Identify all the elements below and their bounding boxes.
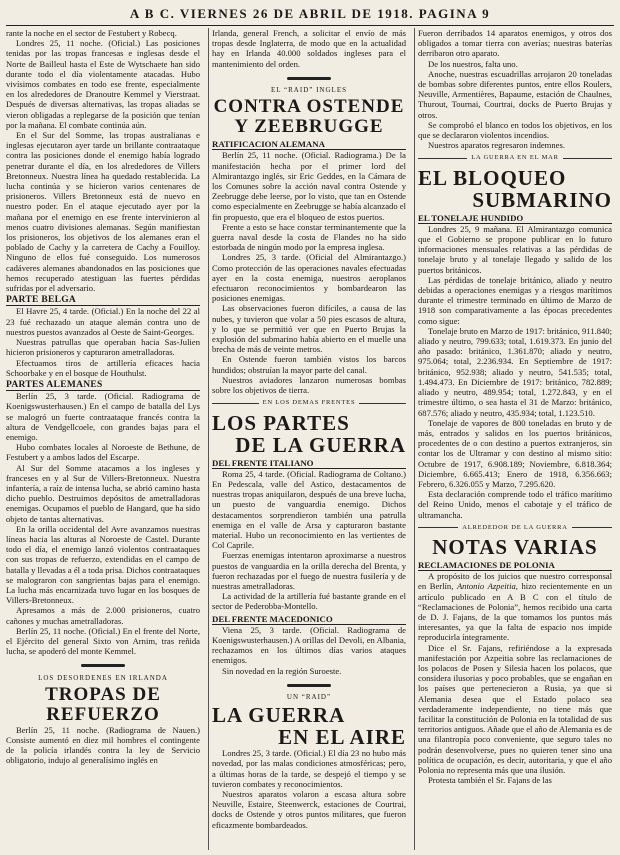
paragraph: Hubo combates locales al Noroeste de Bethune, de Festubert y a ambos lados del Escarpe. (6, 442, 200, 463)
paragraph: Esta declaración comprende todo el tráfico marítimo del Reino Unido, menos el cabotaje y el tráfico de ultramancha. (418, 489, 612, 520)
headline: TROPAS DE REFUERZO (45, 683, 161, 725)
paragraph: Irlanda, general French, a solicitar el envío de más tropas desde Inglaterra, de modo que en la actualidad hay en Irlanda 40.000 soldados ingleses para el mantenimiento del orden. (212, 28, 406, 69)
paragraph: En la orilla occidental del Avre avanzamos nuestras líneas hacia las alturas al Noroeste de Castel. Durante todo el día, el enemigo lanzó violentos contraataques con sus tropas de refuerzo, extendidas en el campo de batalla y llevadas a él a toda prisa. Dichos contraataques se malograron con sangrientas bajas para el enemigo. La lucha más encarnizada tuvo lugar en los bosques de Villers-Bretonneux. (6, 523, 200, 606)
paragraph: Dice el Sr. Fajans, refiriéndose a la expresada manifestación por Azpeitia sobre las reclamaciones de los polacos de Posen y Silesia hacen los polacos, que considera ilusorias y poco probables, que se engañan en los países que pertenecieron a Rusia, ya que si Alemania desea que el Estado polaco sea verdaderamente independiente, no tiene más que facilitar la constitución de Polonia en la totalidad de sus territorios antiguos. Añade que el año de Alemania es de una filantropía poco conveniente, que seguro tales no podrán desenvolverse, pues no quieren tener sino una política de ocupación, es decir, autoritaria, y que el año Polonia no representa más que una ilusión. (418, 642, 612, 775)
section-heading: RECLAMACIONES DE POLONIA (418, 560, 612, 571)
paragraph: Berlín 25, 11 noche. (Radiograma de Nauen.) Consiste aumentó en diez mil hombres el contingente de la policía irlandés contra la ley de Servicio obligatorio, indujo al generalísimo inglés en (6, 724, 200, 766)
kicker: UN “RAID” (286, 692, 332, 701)
paragraph: De los nuestros, falta uno. (428, 58, 518, 69)
kicker: LA GUERRA EN EL MAR (418, 153, 612, 163)
paragraph: Londres 25, 3 tarde. (Oficial del Almirantazgo.) Como protección de las operaciones navales efectuadas ayer en la costa enemiga, nuestros aeroplanos efectuaron reconocimientos y bombardearon las posiciones enemigas. (212, 252, 406, 304)
headline: CONTRA OSTENDE (213, 96, 405, 118)
headline: LOS PARTES (212, 410, 350, 435)
text-run: , hizo recientemente en un artículo publicado en A B C con el título de “Reclamaciones de Polonia”, hemos recibido una carta de D. J. Fajans, de la que tomamos los puntos más interesantes, ya que la falta de espacio nos impide reproducirla íntegramente. (418, 581, 612, 643)
ornament (6, 659, 200, 669)
paragraph: Frente a esto se hace constar terminantemente que la guerra naval desde la costa de Flandes no ha sido estorbada de ningún modo por la empresa inglesa. (212, 221, 406, 253)
section-heading: DEL FRENTE ITALIANO (212, 458, 406, 469)
paragraph: Berlín 25, 3 tarde. (Oficial. Radiograma de Koenigswusterhausen.) En el campo de batalla del Lys se malogró un fuerte contraataque francés contra la altura de Vendgellcoele, con grandes bajas para el enemigo. (6, 391, 200, 442)
paragraph: Roma 25, 4 tarde. (Oficial. Radiograma de Coltano.) En Pedescala, valle del Astico, destacamentos de nuestras tropas aniquilaron, después de una breve lucha, un puesto de vanguardia enemigo. Dichos destacamentos sorprendieron también una patrulla enemiga en el valle de Arsa y capturaron bastante material. Hubo un reconocimiento en las vertientes de Col Caprile. (212, 468, 406, 551)
paragraph: Londres 25, 9 mañana. El Almirantazgo comunica que el Gobierno se propone publicar en lo futuro informaciones mensuales relativas a las pérdidas de tonelaje bruto y al tonelaje llegado y salido de los puertos británicos. (418, 223, 612, 275)
column-1 (6, 28, 200, 852)
paragraph (418, 571, 612, 642)
section-heading: DEL FRENTE MACEDONICO (212, 614, 406, 625)
paragraph: En el Sur del Somme, las tropas australianas e inglesas ejecutaron ayer tarde un brillante contraataque contra las posiciones donde el enemigo había logrado penetrar durante el día, en los alrededores de Villers Bretonneux. Nuestra línea ha quedado restablecida. La lucha continúa y se hicieron varios centenares de prisioneros. Villers Bretonneux está de nuevo en nuestro poder. En el ataque ejecutado ayer por la mañana por el enemigo en ese frente intervinieron al menos cuatro divisiones alemanas. Según manifiestan los prisioneros, los objetivos de los alemanes eran el poblado de Cachy y la carretera de Cachy a Fouilloy. Ninguno de ellos fué conseguido. Los numerosos cadáveres alemanes abandonados en las posiciones que hemos recuperado atestiguan las fuertes pérdidas sufridas por el adversario. (6, 130, 200, 294)
paragraph: En Ostende fueron también vistos los barcos hundidos; obstruían la mayor parte del canal. (212, 354, 406, 375)
paragraph: Berlín 25, 11 noche. (Oficial.) En el frente del Norte, el Ejército del general Sixto von Arnim, tras reñida lucha, se apoderó del monte Kemmel. (6, 625, 200, 657)
column-2 (212, 28, 406, 852)
headline: SUBMARINO (472, 187, 612, 212)
headline: LA GUERRA (212, 703, 346, 728)
paragraph: Nuestros aviadores lanzaron numerosas bombas sobre los objetivos de tierra. (212, 374, 406, 396)
paragraph: Londres 25, 11 noche. (Oficial.) Las posiciones tenidas por las tropas francesas e inglesas desde el Norte de Bailleul hasta el Este de Wytschaete han sido durante todo el día violentamente atacadas. Hubo vivísimos combates en todo ese frente, especialmente en los alrededores de Dranoutre Kemmel y Vierstraat. Después de diversas alternativas, las tropas aliadas se vieron obligadas a replegarse de la posición que tenían por la mañana. El combate continúa aún. (6, 38, 200, 130)
paragraph: Las pérdidas de tonelaje británico, aliado y neutro debidas a operaciones enemigas y a riesgos marítimos durante el trimestre terminado en último de Marzo de 1918 son comparativamente a las épocas precedentes como sigue: (418, 274, 612, 326)
paragraph: Berlín 25, 11 noche. (Oficial. Radiograma.) De la manifestación hecha por el primer lord del Almirantazgo inglés, sir Eric Geddes, en la Cámara de los Comunes sobre la acción naval contra Ostende y Zeebrugge debe leerse, por lo visto, que tan en Ostende como especialmente en Zeebrugge se había alcanzado el fin propuesto, que era el bloqueo de estos puertos. (212, 150, 406, 222)
paragraph: Tonelaje bruto en Marzo de 1917: británico, 911.840; aliado y neutro, 799.633; total, 1.619.373. En junio del año pasado: británico, 1.361.870; aliado y neutro, 975.064; total, 2.236.934. En Septiembre de 1917: británico, 952.938; aliado y neutro, 541.535; total, 1.494.473. En Diciembre de 1917: británico, 782.889; aliado y neutro, 489.954; total, 1.272.843, y en el trimestre último, o sea hasta el 31 de Marzo: británico, 687.576; aliado y neutro, 435.934; total, 1.123.510. (418, 325, 612, 418)
paragraph: Protesta también el Sr. Fajans de las (428, 775, 552, 786)
headline: Y ZEEBRUGGE (234, 116, 384, 138)
paragraph: Nuestros aparatos volaron a escasa altura sobre Neuville, Estaire, Steenwerck, estaciones de Courtrai, docks de Ostende y otros puntos militares, que fueron eficazmente bombardeados. (212, 788, 406, 830)
section-heading: PARTES ALEMANES (6, 380, 200, 391)
masthead-rule (6, 25, 614, 26)
ornament (212, 72, 406, 82)
paragraph: Se comprobó el blanco en todos los objetivos, en los que se declararon violentos incendios. (418, 119, 612, 141)
kicker: EL “RAID” INGLES (270, 86, 347, 95)
paragraph: Tonelaje de vapores de 800 toneladas en bruto y de más, entrados y salidos en los puertos británicos, procedentes de o con destino a puertos extranjeros, sin contar los de Ultramar y con destino al mismo sitio: Octubre de 1917, 6.908.189; Noviembre, 6.818.364; Diciembre, 6.665.413; Enero de 1918, 6.356.663; Febrero, 6.326.055 y Marzo, 7.295.620. (418, 417, 612, 489)
paragraph: Londres 25, 3 tarde. (Oficial.) El día 23 no hubo más novedad, por las malas condiciones atmosféricas; pero, a últimas horas de la tarde, se despejó el tiempo y se tuvieron combates y reconocimientos. (212, 748, 406, 789)
paragraph: Nuestros aparatos regresaron indemnes. (428, 140, 565, 151)
paragraph: Efectuamos tiros de artillería eficaces hacia Schoorbake y en el bosque de Houthulst. (6, 357, 200, 378)
kicker: LOS DESORDENES EN IRLANDA (38, 673, 168, 682)
paragraph: Fueron derribados 14 aparatos enemigos, y otros dos obligados a tomar tierra con averías; nuestras baterías derribaron otro aparato. (418, 28, 612, 59)
paragraph: Fuerzas enemigas intentaron aproximarse a nuestros puestos de vanguardia en la orilla derecha del Brenta, y fueron rechazadas por el fuego de nuestra fusilería y de nuestras ametralladoras. (212, 550, 406, 591)
headline: NOTAS VARIAS (432, 534, 598, 559)
kicker: EN LOS DEMAS FRENTES (212, 398, 406, 408)
headline: EL BLOQUEO (418, 165, 567, 190)
paragraph: Anoche, nuestras escuadrillas arrojaron 20 toneladas de bombas sobre diferentes puntos, entre ellos Roulers, Neuville, Armentières, Bapaume, estación de Chaulnes, Thurout, Tournai, Courtrai, docks de Puerto Brujas y otros. (418, 68, 612, 120)
paragraph: Nuestras patrullas que operaban hacia Sas-Julien hicieron prisioneros y capturaron ametralladoras. (6, 337, 200, 358)
column-3 (418, 28, 612, 852)
column-divider (208, 28, 209, 850)
ornament (212, 679, 406, 689)
paragraph: El Havre 25, 4 tarde. (Oficial.) En la noche del 22 al 23 fué rechazado un ataque alemán contra uno de nuestros puestos avanzados al Oeste de Saint-Georges. (6, 306, 200, 337)
headline: EN EL AIRE (278, 725, 406, 750)
paragraph: Las observaciones fueron difíciles, a causa de las nubes, y tuvieron que volar a 50 pies escasos de altura, y lo que se permitió ver que en Puerto Brujas la explosión del submarino había abierto en el muelle una brecha de más de veinte metros. (212, 303, 406, 355)
column-divider (414, 28, 415, 850)
paragraph: La actividad de la artillería fué bastante grande en el sector de Pederobba-Montello. (212, 591, 406, 612)
kicker: ALREDEDOR DE LA GUERRA (418, 523, 612, 533)
paragraph: Viena 25, 3 tarde. (Oficial. Radiograma de Koenigswusterhausen.) A orillas del Devoli, en Albania, rechazamos en los últimos días varios ataques enemigos. (212, 624, 406, 666)
section-heading: PARTE BELGA (6, 295, 200, 306)
author-name: Antonio Azpeitia (456, 581, 516, 592)
paragraph: Apresamos a más de 2.000 prisioneros, cuatro cañones y muchas ametralladoras. (6, 605, 200, 626)
headline: DE LA GUERRA (235, 432, 406, 457)
paragraph: Sin novedad en la región Suroeste. (222, 665, 342, 676)
masthead: A B C. VIERNES 26 DE ABRIL DE 1918. PAGINA 9 (129, 6, 491, 21)
paragraph: Al Sur del Somme atacamos a los ingleses y franceses en y al Sur de Villers-Bretonneux. Nuestra infantería, a raíz de intensa lucha, se abrió camino hasta dicho pueblo. Destruimos depósitos de ametralladoras enemigas. Ocupamos el pueblo de Hangard, que ha sido objeto de tantas alternativas. (6, 462, 200, 524)
section-heading: EL TONELAJE HUNDIDO (418, 213, 612, 224)
text-run: A propósito de los juicios que nuestro corresponsal en Berlín, (418, 571, 612, 592)
section-heading: RATIFICACION ALEMANA (212, 139, 406, 150)
paragraph: rante la noche en el sector de Festubert y Robecq. (6, 28, 177, 38)
